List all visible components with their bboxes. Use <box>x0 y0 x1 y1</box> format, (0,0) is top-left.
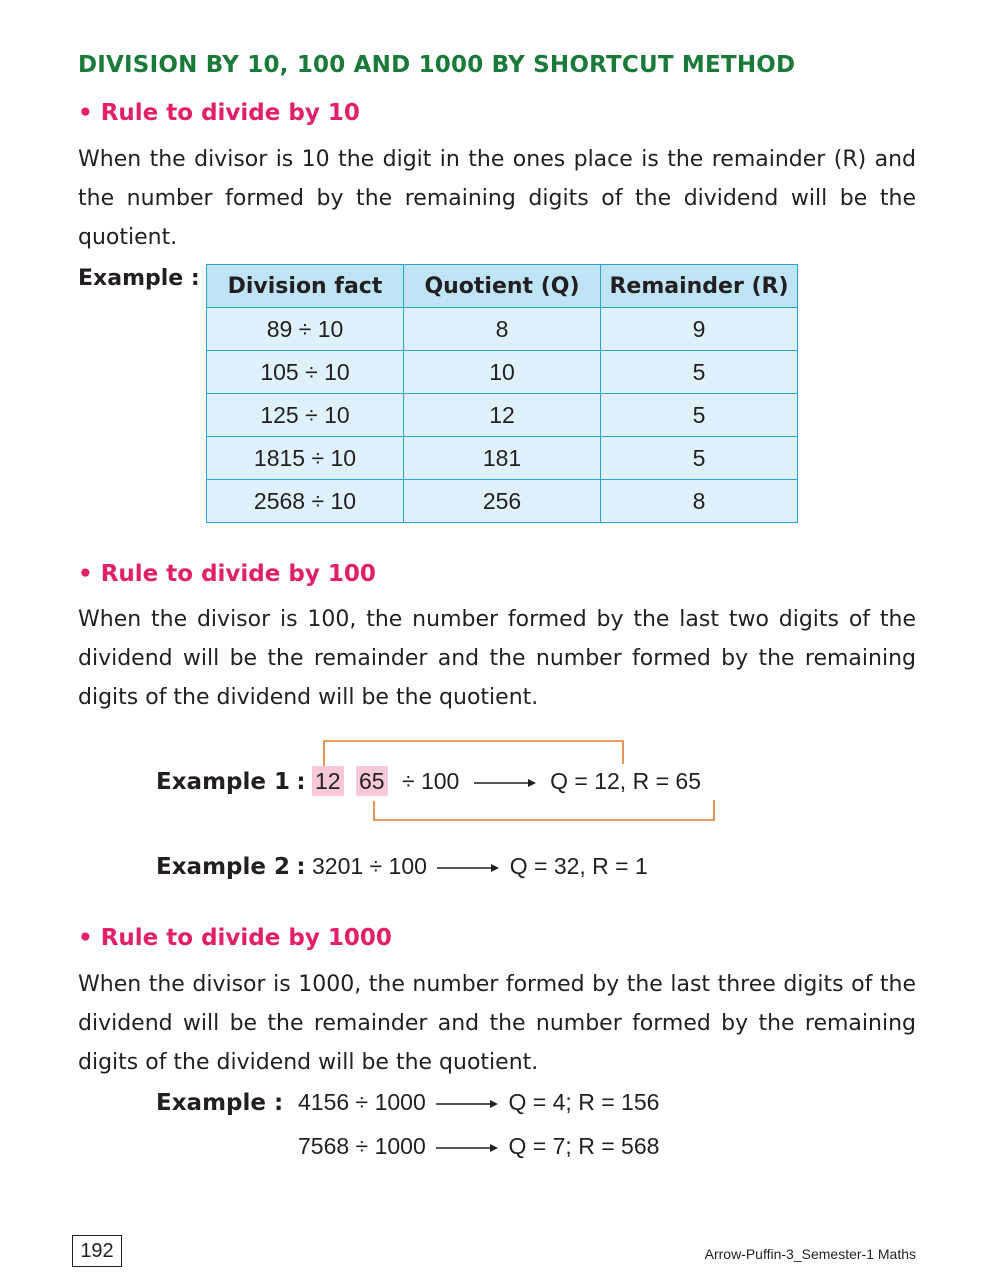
table-row <box>207 351 798 394</box>
table-row <box>207 480 798 523</box>
bottom-bracket <box>374 800 714 820</box>
cell-division-fact: 2568 ÷ 10 <box>207 480 404 523</box>
example-1-label: Example 1 <box>156 769 290 795</box>
table-row <box>207 308 798 351</box>
example-2-line <box>156 853 648 880</box>
cell-remainder: 5 <box>601 351 798 394</box>
page-heading: DIVISION BY 10, 100 AND 1000 BY SHORTCUT METHOD <box>78 52 796 78</box>
rule-1000-text: When the divisor is 1000, the number formed by the last three digits of the dividend will be the remainder and the number formed by the remaining digits of the dividend will be the quotient. <box>78 972 916 1075</box>
cell-remainder: 5 <box>601 394 798 437</box>
table-row <box>207 437 798 480</box>
table-header-row <box>207 265 798 308</box>
page-number: 192 <box>72 1235 122 1267</box>
example-2-expr: 3201 ÷ 100 <box>311 853 427 879</box>
cell-quotient: 181 <box>404 437 601 480</box>
cell-quotient: 10 <box>404 351 601 394</box>
cell-division-fact: 89 ÷ 10 <box>207 308 404 351</box>
cell-remainder: 8 <box>601 480 798 523</box>
header-division-fact: Division fact <box>207 265 404 308</box>
example-2-result: Q = 32, R = 1 <box>509 853 648 879</box>
cell-division-fact: 125 ÷ 10 <box>207 394 404 437</box>
example-2-label: Example 2 <box>156 854 290 880</box>
example-1000-expr: 7568 ÷ 1000 <box>298 1133 426 1159</box>
example-1-sep: : <box>296 769 306 795</box>
example-1000-line-2 <box>298 1133 659 1160</box>
example-1000-label-line <box>156 1089 283 1116</box>
rule-10-text: When the divisor is 10 the digit in the ones place is the remainder (R) and the number formed by the remaining digits of the dividend will be the quotient. <box>78 147 916 250</box>
arrow-icon <box>436 1098 498 1110</box>
table-row <box>207 394 798 437</box>
cell-remainder: 5 <box>601 437 798 480</box>
footer-book-title: Arrow-Puffin-3_Semester-1 Maths <box>704 1246 916 1262</box>
cell-division-fact: 1815 ÷ 10 <box>207 437 404 480</box>
example-label-10: Example : <box>78 266 200 291</box>
header-quotient: Quotient (Q) <box>404 265 601 308</box>
example-1-line <box>156 768 701 795</box>
cell-quotient: 256 <box>404 480 601 523</box>
arrow-icon <box>436 1142 498 1154</box>
example-1000-result: Q = 4; R = 156 <box>508 1089 660 1115</box>
cell-quotient: 8 <box>404 308 601 351</box>
example-1-result: Q = 12, R = 65 <box>550 768 701 794</box>
top-bracket <box>324 741 623 768</box>
division-by-10-table <box>206 264 798 523</box>
example-2-sep: : <box>296 854 306 880</box>
example-1000-label: Example : <box>156 1090 284 1116</box>
example-1000-expr: 4156 ÷ 1000 <box>298 1089 426 1115</box>
cell-remainder: 9 <box>601 308 798 351</box>
arrow-icon <box>474 777 536 789</box>
example-1000-line-1 <box>298 1089 659 1116</box>
cell-quotient: 12 <box>404 394 601 437</box>
header-remainder: Remainder (R) <box>601 265 798 308</box>
arrow-icon <box>437 862 499 874</box>
example-1000-result: Q = 7; R = 568 <box>508 1133 660 1159</box>
rule-100-text: When the divisor is 100, the number formed by the last two digits of the dividend will be the remainder and the number formed by the remaining digits of the dividend will be the quotient. <box>78 607 916 710</box>
rule-1000-title: • Rule to divide by 1000 <box>78 925 392 951</box>
rule-100-title: • Rule to divide by 100 <box>78 561 376 587</box>
quotient-digits-highlight: 12 <box>312 766 344 796</box>
cell-division-fact: 105 ÷ 10 <box>207 351 404 394</box>
rule-10-title: • Rule to divide by 10 <box>78 100 360 126</box>
example-1-divisor: ÷ 100 <box>401 768 460 794</box>
remainder-digits-highlight: 65 <box>356 766 388 796</box>
